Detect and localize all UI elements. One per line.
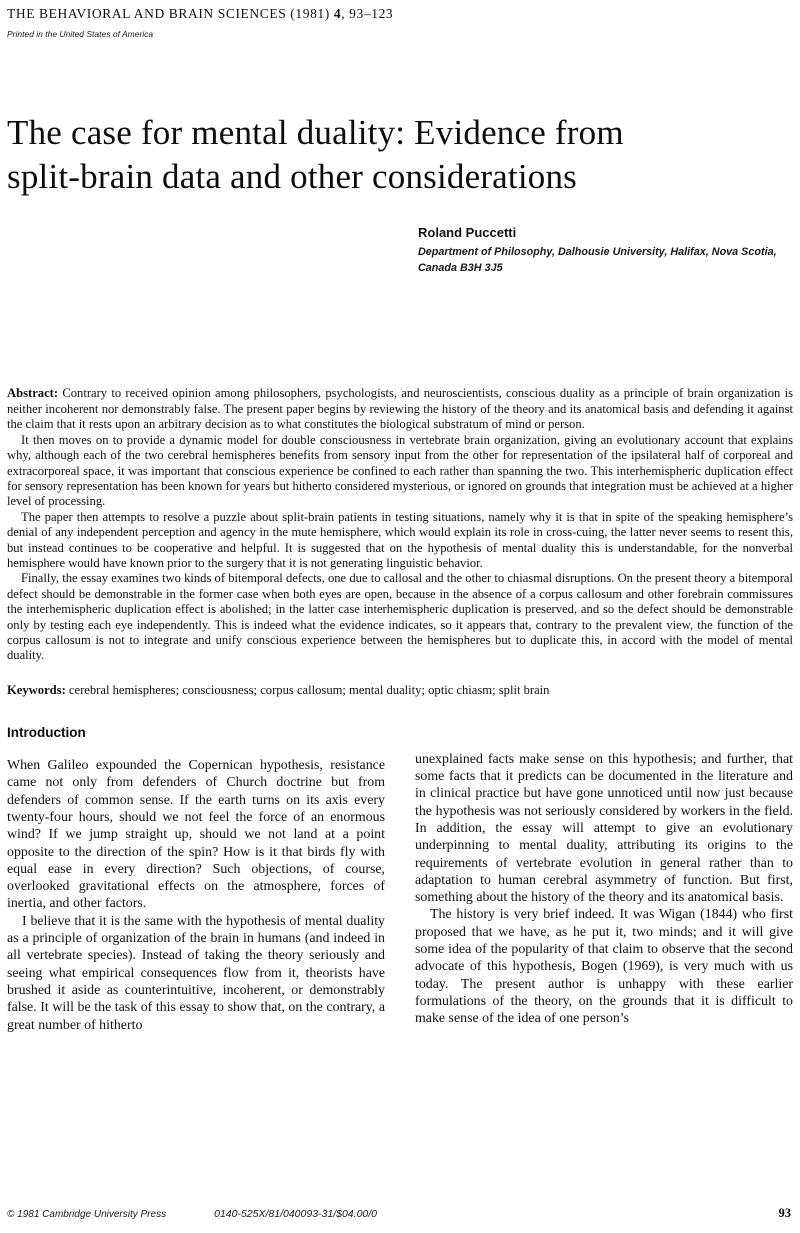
- body-columns: [7, 724, 793, 1034]
- article-title-line1: The case for mental duality: Evidence from: [7, 113, 624, 152]
- article-title: [7, 111, 793, 199]
- author-affiliation: [418, 245, 793, 276]
- journal-header-line: [7, 6, 793, 22]
- author-block: [418, 225, 793, 276]
- body-paragraph: unexplained facts make sense on this hypothesis; and further, that some facts that it predicts can be documented in the literature and in clinical practice but have gone unnoticed until now just because the hypothesis was not seriously considered by workers in the field. In addition, the essay will attempt to give an evolutionary underpinning to mental duality, attributing its origins to the requirements of vertebrate evolution in general rather than to adaptation to human cerebral asymmetry of function. But first, something about the history of the theory and its anatomical basis.: [415, 751, 793, 906]
- journal-volume: 4: [333, 6, 342, 21]
- printed-note: Printed in the United States of America: [7, 29, 154, 39]
- body-paragraph: I believe that it is the same with the hypothesis of mental duality as a principle of organization of the brain in humans (and indeed in all vertebrate species). Instead of taking the theory seriously and seeing what empirical consequences flow from it, theorists have brushed it aside as counterintuitive, incoherent, or demonstrably false. It will be the task of this essay to show that, on the contrary, a great number of hitherto: [7, 913, 385, 1033]
- page-footer: [7, 1200, 791, 1221]
- journal-name: THE BEHAVIORAL AND BRAIN SCIENCES (1981): [7, 6, 334, 21]
- page-number: 93: [778, 1206, 791, 1220]
- right-column: [415, 724, 793, 1034]
- abstract-paragraph-4: Finally, the essay examines two kinds of bitemporal defects, one due to callosal and the other to chiasmal disruptions. On the present theory a bitemporal defect should be demonstrable in the former case when both eyes are open, because in the absence of a corpus callosum and other forebrain commissures the interhemispheric duplication effect is abolished; in the latter case interhemispheric duplication is preserved, and so the defect should be demonstrable only by testing each eye independently. This is indeed what the evidence indicates, so it appears that, contrary to the prevalent view, the function of the corpus callosum is not to integrate and unify conscious experience between the hemispheres but to duplicate this, in accord with the model of mental duality.: [7, 571, 793, 663]
- copyright-notice: © 1981 Cambridge University Press: [7, 1209, 167, 1220]
- abstract-paragraph-2: It then moves on to provide a dynamic model for double consciousness in vertebrate brain organization, giving an evolutionary account that explains why, although each of the two cerebral hemispheres benefits from sensory input from the other for representation of the ipsilateral half of corporeal and extracorporeal space, it was important that conscious experience be confined to each rather than spanning the two. This interhemispheric duplication effect for sensory representation has been known for years but hitherto considered mysterious, or ignored on grounds that integration must be achieved at a higher level of processing.: [7, 432, 793, 509]
- affiliation-line1: Department of Philosophy, Dalhousie University, Halifax, Nova Scotia,: [418, 246, 777, 259]
- section-heading-introduction: Introduction: [7, 724, 86, 740]
- keywords-text: cerebral hemispheres; consciousness; corpus callosum; mental duality; optic chiasm; split brain: [68, 682, 550, 697]
- left-column: [7, 724, 385, 1034]
- journal-pages: , 93–123: [341, 6, 394, 21]
- abstract-paragraph-3: The paper then attempts to resolve a puzzle about split-brain patients in testing situations, namely why it is that in spite of the speaking hemisphere’s denial of any independent perception and agency in the mute hemisphere, which would explain its role in cross-cuing, the latter never seems to resent this, but instead continues to be cooperative and helpful. It is suggested that on the hypothesis of mental duality this is understandable, for the nonverbal hemisphere would have known prior to the surgery that it is not generating linguistic behavior.: [7, 509, 793, 570]
- article-title-line2: split-brain data and other considerations: [7, 157, 577, 197]
- body-paragraph: When Galileo expounded the Copernican hypothesis, resistance came not only from defenders of Church doctrine but from defenders of common sense. If the earth turns on its axis every twenty-four hours, should we not feel the force of an enormous wind? If we jump straight up, should we not land at a point opposite to the direction of the spin? How is it that birds fly with equal ease in every direction? Such objections, of course, overlooked gravitational effects on the atmosphere, forces of inertia, and other factors.: [7, 758, 385, 912]
- author-name: Roland Puccetti: [418, 225, 517, 241]
- affiliation-line2: Canada B3H 3J5: [418, 261, 503, 274]
- body-paragraph: The history is very brief indeed. It was Wigan (1844) who first proposed that we have, as he put it, two minds; and it will give some idea of the popularity of that claim to observe that the second advocate of this hypothesis, Bogen (1969), is very much with us today. The present author is unhappy with these earlier formulations of the theory, on the grounds that it is difficult to make sense of the idea of one person’s: [415, 907, 793, 1027]
- abstract-paragraph-1: [7, 386, 793, 432]
- keywords-line: [7, 683, 793, 698]
- abstract-section: [7, 386, 793, 663]
- issn-code: 0140-525X/81/040093-31/$04.00/0: [214, 1208, 378, 1220]
- abstract-paragraph-1-text: Contrary to received opinion among philosophers, psychologists, and neuroscientists, conscious duality as a principle of brain organization is neither incoherent nor demonstrably false. The present paper begins by reviewing the history of the theory and its anatomical basis and defending it against the claim that it rests upon an arbitrary decision as to what constitutes the biological substratum of mind or person.: [7, 386, 794, 432]
- abstract-label: Abstract:: [7, 386, 59, 401]
- page-header: [7, 6, 793, 39]
- keywords-label: Keywords:: [7, 682, 66, 697]
